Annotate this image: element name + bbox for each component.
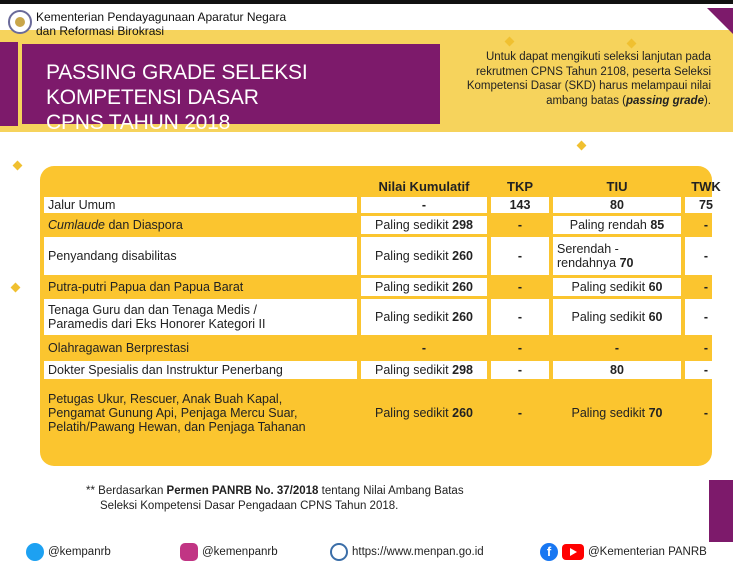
category-line-2: Paramedis dari Eks Honorer Kategori II bbox=[48, 317, 266, 331]
row-tkp: - bbox=[491, 237, 549, 275]
tiu-line-2 bbox=[557, 256, 677, 270]
footnote-prefix: ** Berdasarkan bbox=[86, 485, 167, 497]
nk-value: 298 bbox=[452, 218, 473, 232]
row-nilai-kumulatif bbox=[361, 382, 487, 444]
footnote-line-1 bbox=[86, 484, 464, 499]
row-category: Penyandang disabilitas bbox=[44, 237, 357, 275]
twitter-handle: @kempanrb bbox=[48, 546, 111, 558]
ministry-line-1: Kementerian Pendayagunaan Aparatur Negara bbox=[36, 10, 287, 24]
ministry-logo-icon bbox=[8, 10, 32, 34]
table-row bbox=[44, 361, 727, 379]
title-line-1: PASSING GRADE SELEKSI KOMPETENSI DASAR bbox=[46, 61, 308, 109]
category-line-1: Tenaga Guru dan dan Tenaga Medis / bbox=[48, 303, 257, 317]
row-twk: - bbox=[703, 218, 709, 232]
footnote-regulation: Permen PANRB No. 37/2018 bbox=[166, 485, 319, 497]
diamond-decoration bbox=[627, 39, 637, 49]
instagram-icon bbox=[180, 543, 198, 561]
category-line-2: Pengamat Gunung Api, Penjaga Mercu Suar, bbox=[48, 406, 298, 420]
facebook-youtube-handle: @Kementerian PANRB bbox=[588, 546, 707, 558]
row-nilai-kumulatif bbox=[361, 361, 487, 379]
nk-value: 260 bbox=[452, 310, 473, 324]
intro-line-4-bold: passing grade bbox=[626, 94, 704, 107]
globe-icon bbox=[330, 543, 348, 561]
left-accent bbox=[0, 42, 18, 126]
tiu-prefix: Paling sedikit bbox=[571, 406, 649, 420]
row-twk: - bbox=[685, 361, 727, 379]
tiu-value: 70 bbox=[648, 406, 663, 420]
row-tkp: - bbox=[517, 280, 523, 294]
row-tiu bbox=[553, 382, 681, 444]
header-nilai-kumulatif: Nilai Kumulatif bbox=[378, 179, 470, 194]
intro-line-1: Untuk dapat mengikuti seleksi lanjutan pada bbox=[485, 51, 711, 63]
nk-prefix: Paling sedikit bbox=[375, 249, 453, 263]
right-accent bbox=[709, 480, 733, 542]
row-nilai-kumulatif: - bbox=[361, 197, 487, 213]
row-tiu: 80 bbox=[553, 197, 681, 213]
row-tiu: 80 bbox=[553, 361, 681, 379]
nk-value: 260 bbox=[452, 280, 473, 294]
top-bar bbox=[0, 0, 733, 4]
table-row bbox=[44, 216, 727, 234]
header-category bbox=[44, 179, 357, 194]
nk-prefix: Paling sedikit bbox=[375, 406, 453, 420]
row-tkp: - bbox=[491, 299, 549, 335]
diamond-decoration bbox=[11, 283, 21, 293]
tiu-prefix: Paling rendah bbox=[569, 218, 651, 232]
nk-prefix: Paling sedikit bbox=[375, 280, 453, 294]
tiu-prefix: Paling sedikit bbox=[571, 280, 649, 294]
twitter-icon bbox=[26, 543, 44, 561]
instagram-handle: @kemenpanrb bbox=[202, 546, 278, 558]
header-tiu: TIU bbox=[606, 179, 628, 194]
row-tiu bbox=[553, 237, 681, 275]
table-header-row bbox=[44, 179, 727, 194]
corner-decoration bbox=[707, 8, 733, 34]
nk-value: 260 bbox=[452, 406, 473, 420]
nk-prefix: Paling sedikit bbox=[375, 363, 453, 377]
diamond-decoration bbox=[13, 161, 23, 171]
row-tiu bbox=[553, 299, 681, 335]
twitter-link[interactable] bbox=[26, 543, 111, 561]
row-nilai-kumulatif bbox=[361, 216, 487, 234]
row-twk: 75 bbox=[685, 197, 727, 213]
row-category-rest: dan Diaspora bbox=[104, 218, 183, 232]
row-tkp: - bbox=[517, 406, 523, 420]
title-banner bbox=[22, 44, 440, 134]
footnote-rest: tentang Nilai Ambang Batas bbox=[318, 485, 464, 497]
intro-line-2: rekrutmen CPNS Tahun 2108, peserta Seleksi bbox=[475, 65, 711, 78]
row-category: Dokter Spesialis dan Instruktur Penerbang bbox=[44, 361, 357, 379]
ministry-line-2: dan Reformasi Birokrasi bbox=[36, 24, 165, 38]
row-category: Olahragawan Berprestasi bbox=[48, 341, 190, 355]
category-line-3: Pelatih/Pawang Hewan, dan Penjaga Tahanan bbox=[48, 420, 306, 434]
header-twk: TWK bbox=[691, 179, 721, 194]
table-row bbox=[44, 237, 727, 275]
tiu-prefix: Paling sedikit bbox=[571, 310, 649, 324]
intro-line-4-end: ). bbox=[703, 94, 711, 107]
table-row bbox=[44, 382, 727, 444]
row-category-italic: Cumlaude bbox=[48, 218, 105, 232]
row-nilai-kumulatif: - bbox=[421, 341, 427, 355]
row-nilai-kumulatif bbox=[361, 299, 487, 335]
table-row bbox=[44, 338, 727, 358]
row-tkp: - bbox=[491, 361, 549, 379]
website-link[interactable] bbox=[330, 543, 484, 561]
website-url: https://www.menpan.go.id bbox=[352, 546, 484, 558]
intro-line-4-a: ambang batas ( bbox=[546, 94, 626, 107]
row-tkp: 143 bbox=[491, 197, 549, 213]
nk-prefix: Paling sedikit bbox=[375, 310, 453, 324]
footnote-line-2: Seleksi Kompetensi Dasar Pengadaan CPNS Tahun 2018. bbox=[100, 500, 399, 512]
row-category bbox=[44, 299, 357, 335]
row-twk: - bbox=[703, 406, 709, 420]
row-tiu bbox=[553, 278, 681, 296]
row-twk: - bbox=[685, 237, 727, 275]
row-nilai-kumulatif bbox=[361, 278, 487, 296]
intro-line-3: Kompetensi Dasar (SKD) harus melampaui nilai bbox=[466, 80, 711, 92]
instagram-link[interactable] bbox=[180, 543, 278, 561]
facebook-youtube-link[interactable] bbox=[540, 543, 707, 561]
nk-value: 298 bbox=[452, 363, 473, 377]
tiu-value: 85 bbox=[650, 218, 665, 232]
intro-text bbox=[441, 50, 711, 108]
row-tkp: - bbox=[517, 218, 523, 232]
tiu-value: 60 bbox=[648, 310, 663, 324]
tiu-value: 60 bbox=[648, 280, 663, 294]
tiu-prefix: rendahnya bbox=[557, 256, 620, 270]
nk-value: 260 bbox=[452, 249, 473, 263]
row-nilai-kumulatif bbox=[361, 237, 487, 275]
footnote bbox=[86, 484, 464, 514]
passing-grade-table bbox=[44, 176, 727, 447]
tiu-line-1: Serendah - bbox=[557, 242, 619, 256]
row-category bbox=[44, 382, 357, 444]
category-line-1: Petugas Ukur, Rescuer, Anak Buah Kapal, bbox=[48, 392, 283, 406]
tiu-value: 70 bbox=[619, 256, 634, 270]
table-row bbox=[44, 197, 727, 213]
row-twk: - bbox=[703, 280, 709, 294]
row-category: Jalur Umum bbox=[44, 197, 357, 213]
row-category bbox=[44, 216, 357, 234]
row-twk: - bbox=[703, 341, 709, 355]
header-tkp: TKP bbox=[507, 179, 533, 194]
facebook-icon: f bbox=[540, 543, 558, 561]
row-category: Putra-putri Papua dan Papua Barat bbox=[48, 280, 244, 294]
diamond-decoration bbox=[505, 37, 515, 47]
intro-line-4 bbox=[441, 94, 711, 109]
row-tkp: - bbox=[517, 341, 523, 355]
page-title bbox=[46, 60, 440, 135]
youtube-icon bbox=[562, 544, 584, 560]
diamond-decoration bbox=[577, 141, 587, 151]
ministry-name bbox=[36, 10, 286, 38]
table-row bbox=[44, 278, 727, 296]
row-tiu: - bbox=[614, 341, 620, 355]
row-twk: - bbox=[685, 299, 727, 335]
row-tiu bbox=[553, 216, 681, 234]
table-row bbox=[44, 299, 727, 335]
title-line-2: CPNS TAHUN 2018 bbox=[46, 111, 231, 134]
nk-prefix: Paling sedikit bbox=[375, 218, 453, 232]
